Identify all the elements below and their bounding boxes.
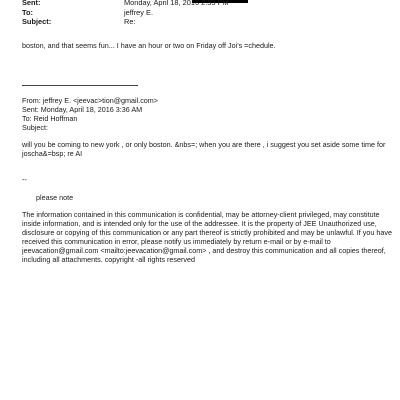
disclaimer-line-1: The information contained in this communication is confidential, may be attorney-client privileged, may constitute bbox=[22, 210, 380, 219]
disclaimer-line-6: including all attachments. copyright -all rights reserved bbox=[22, 255, 195, 264]
quoted-subject: Subject: bbox=[22, 123, 48, 132]
quoted-to: To: Reid Hoffman bbox=[22, 114, 78, 123]
reply-body: boston, and that seems fun... I have an hour or two on Friday off Joi's =chedule. bbox=[22, 41, 276, 50]
header-sent-label: Sent: bbox=[22, 0, 41, 7]
disclaimer-line-4: received this communication in error, please notify us immediately by return e-mail or by e-mail to bbox=[22, 237, 331, 246]
quoted-sent: Sent: Monday, April 18, 2016 3:36 AM bbox=[22, 105, 143, 114]
please-note: please note bbox=[36, 193, 74, 202]
header-to-label: To: bbox=[22, 8, 33, 17]
header-subject-row bbox=[22, 17, 136, 26]
disclaimer-line-2: inside information, and is intended only for the use of the addressee. It is the property of JEE Unauthorized use, bbox=[22, 219, 377, 228]
header-sent-value: Monday, April 18, 2016 2:33 PM bbox=[124, 0, 229, 7]
disclaimer-line-3: disclosure or copying of this communication or any part thereof is strictly prohibited and may be unlawful. If you have bbox=[22, 228, 392, 237]
disclaimer-line-5: jeevacation@gmail.com <mailto:jeevacation@gmail.com> , and destroy this communication and all copies thereof, bbox=[22, 246, 386, 255]
quoted-body-line-2: joscha&=bsp; re AI bbox=[22, 149, 83, 158]
header-subject-value: Re: bbox=[124, 17, 136, 26]
quoted-from: From: jeffrey E. <jeevac>tion@gmail.com> bbox=[22, 96, 158, 105]
header-subject-label: Subject: bbox=[22, 17, 52, 26]
quoted-body-line-1: will you be coming to new york , or only boston. &nbs=; when you are there , i suggest you set aside some time for bbox=[22, 140, 386, 149]
header-to-row bbox=[22, 8, 153, 17]
header-to-value: jeffrey E. bbox=[124, 8, 154, 17]
separator-line bbox=[22, 85, 138, 86]
signature-separator: -- bbox=[22, 175, 27, 184]
header-sent-row bbox=[22, 0, 229, 7]
